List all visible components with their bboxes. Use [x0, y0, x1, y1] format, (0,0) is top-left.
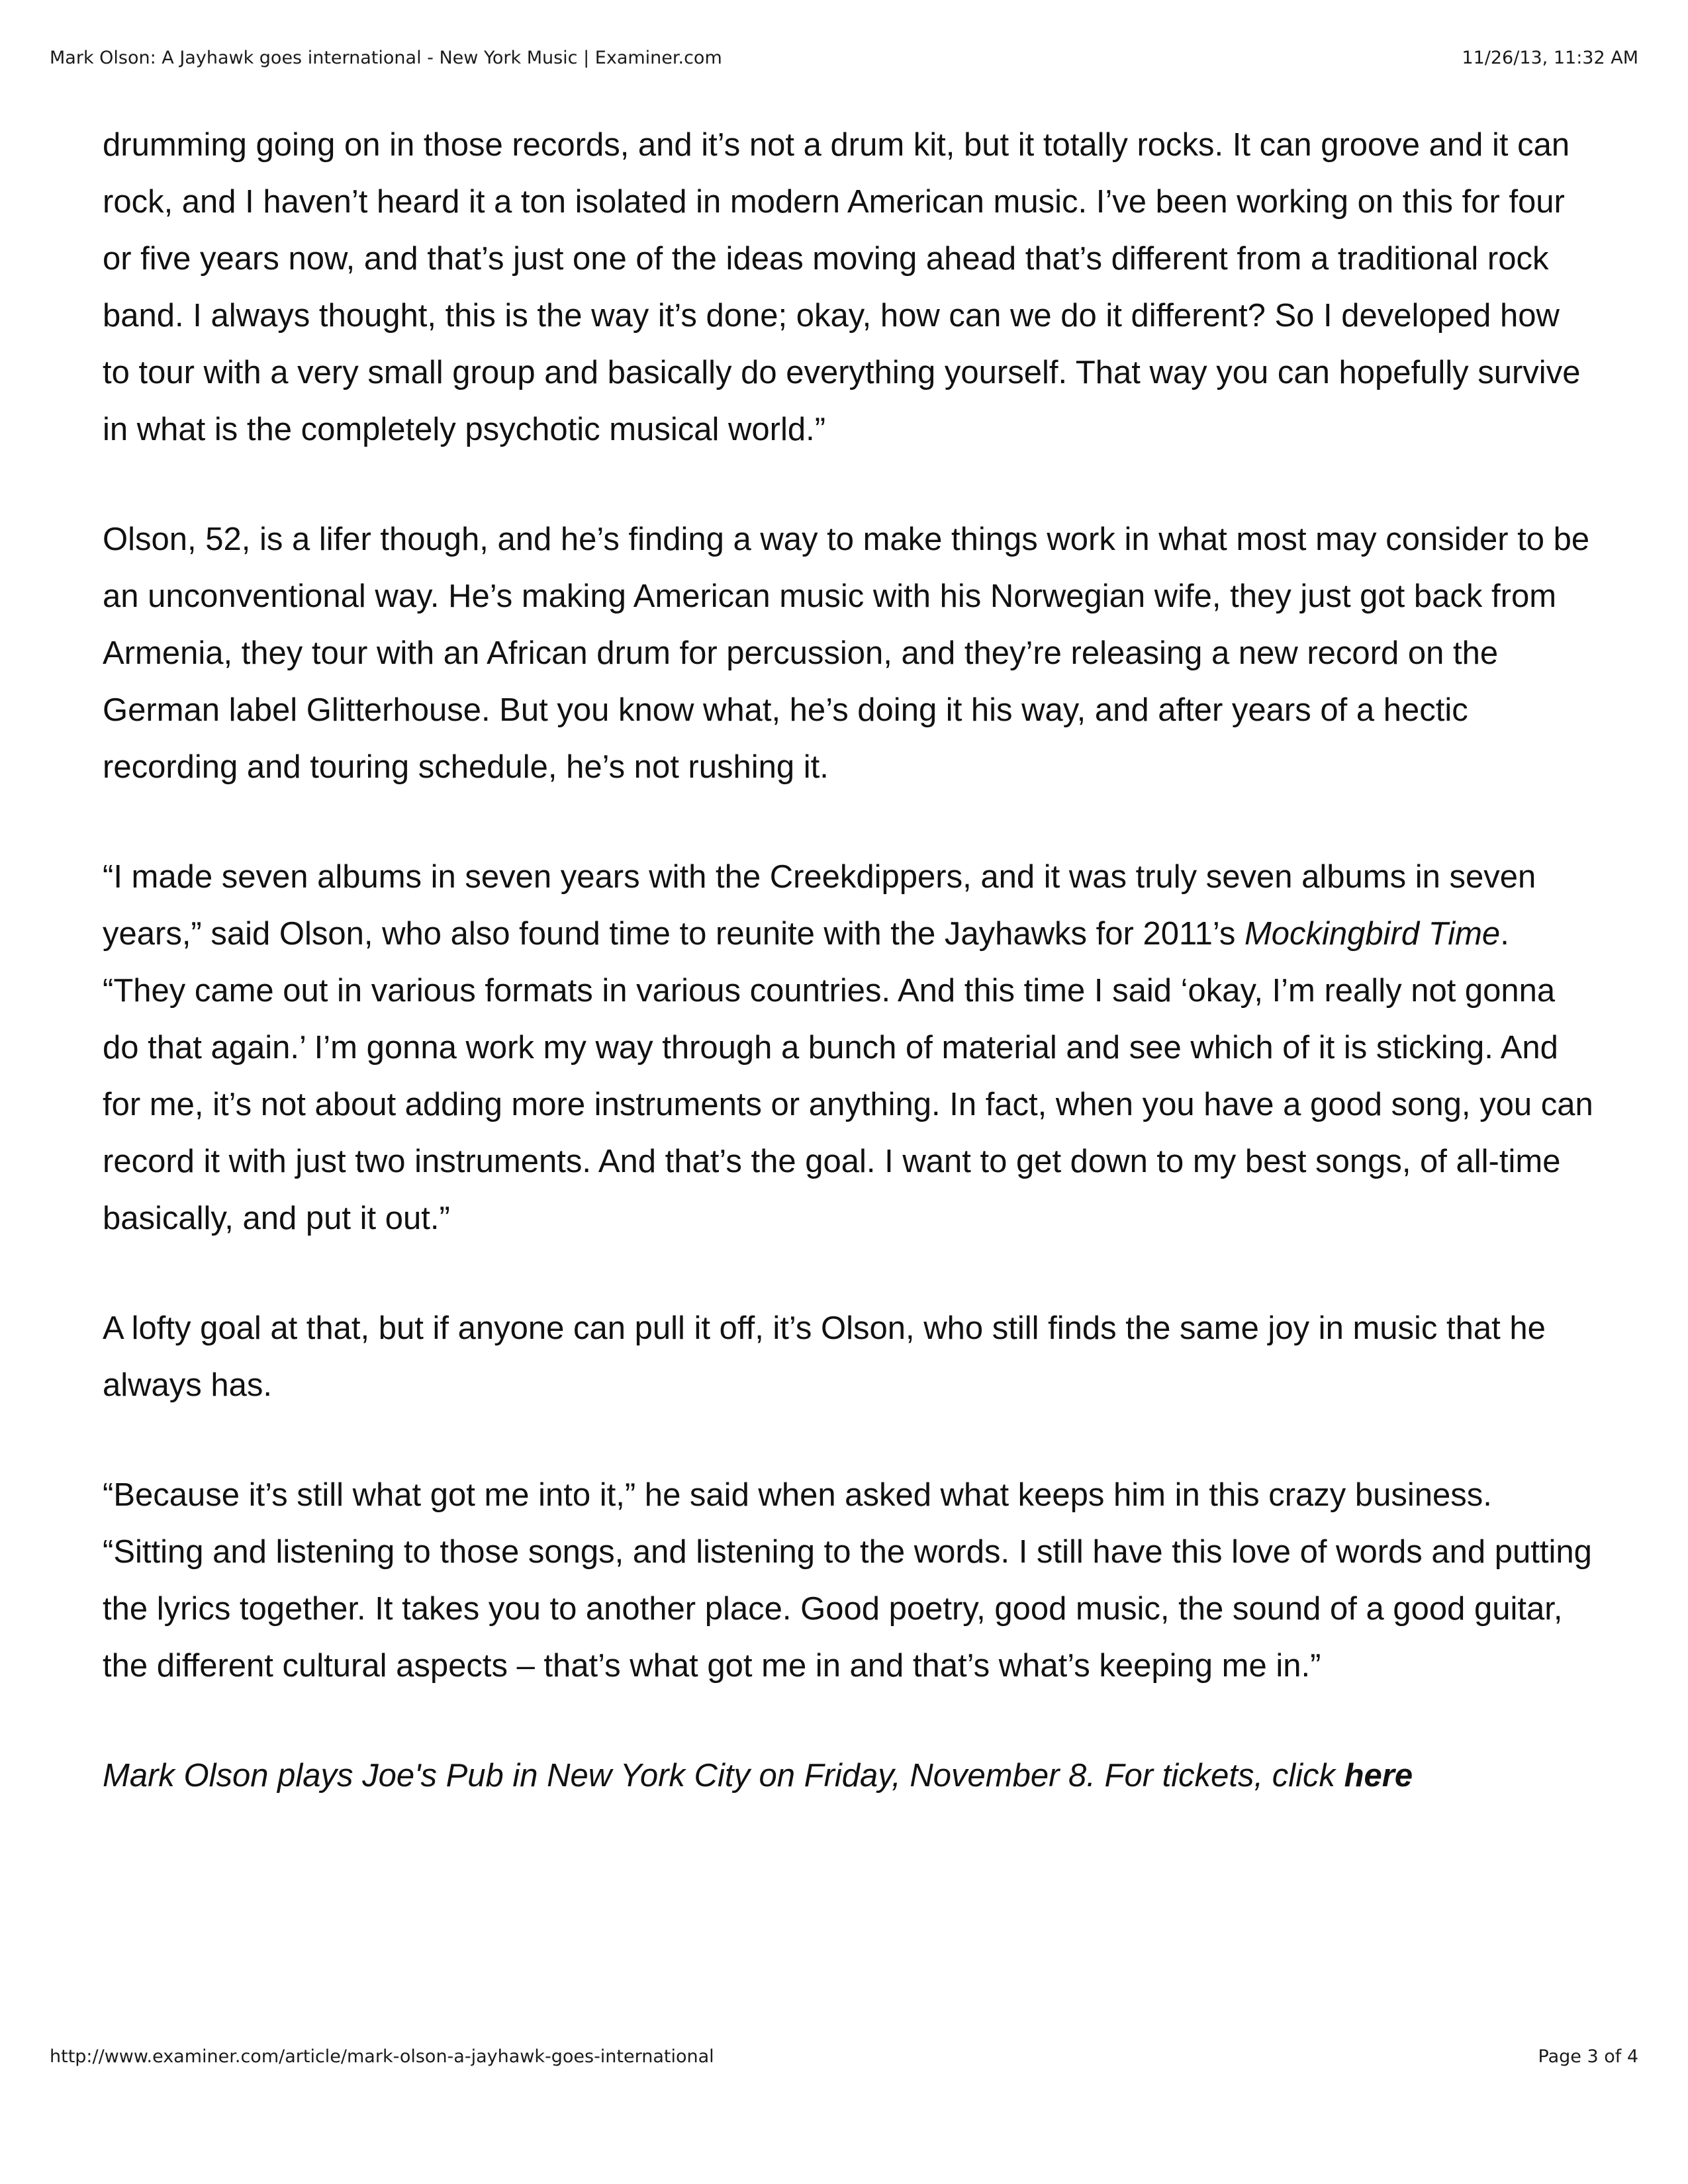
paragraph: A lofty goal at that, but if anyone can pull it off, it’s Olson, who still finds the same joy in music that he always has.	[103, 1310, 1546, 1403]
paragraph	[103, 848, 1595, 1247]
caption-text: Mark Olson plays Joe's Pub in New York City on Friday, November 8. For tickets, click	[103, 1758, 1344, 1794]
paragraph: Olson, 52, is a lifer though, and he’s finding a way to make things work in what most may consider to be an unconventional way. He’s making American music with his Norwegian wife, they just got back from Armenia, they tour with an African drum for percussion, and they’re releasing a new record on the German label Glitterhouse. But you know what, he’s doing it his way, and after years of a hectic recording and touring schedule, he’s not rushing it.	[103, 522, 1590, 785]
print-footer	[50, 2046, 1638, 2067]
page-url[interactable]: http://www.examiner.com/article/mark-olson-a-jayhawk-goes-international	[50, 2046, 714, 2067]
print-header	[50, 48, 1638, 68]
page-number: Page 3 of 4	[1538, 2046, 1638, 2067]
tickets-link[interactable]: here	[1344, 1758, 1413, 1794]
print-datetime: 11/26/13, 11:32 AM	[1462, 48, 1638, 68]
article-body	[103, 116, 1595, 1804]
paragraph-text: “I made seven albums in seven years with the Creekdippers, and it was truly seven albums in seven years,” said Olson, who also found time to reunite with the Jayhawks for 2011’s	[103, 859, 1536, 952]
paragraph-text: . “They came out in various formats in various countries. And this time I said ‘okay, I’m really not gonna do that again.’ I’m gonna work my way through a bunch of material and see which of it is sticking. And for me, it’s not about adding more instruments or anything. In fact, when you have a good song, you can record it with just two instruments. And that’s the goal. I want to get down to my best songs, of all-time basically, and put it out.”	[103, 916, 1593, 1236]
paragraph: drumming going on in those records, and it’s not a drum kit, but it totally rocks. It can groove and it can rock, and I haven’t heard it a ton isolated in modern American music. I’ve been working on this for four or five years now, and that’s just one of the ideas moving ahead that’s different from a traditional rock band. I always thought, this is the way it’s done; okay, how can we do it different? So I developed how to tour with a very small group and basically do everything yourself. That way you can hopefully survive in what is the completely psychotic musical world.”	[103, 127, 1581, 447]
ticket-caption	[103, 1747, 1595, 1804]
paragraph: “Because it’s still what got me into it,” he said when asked what keeps him in this crazy business. “Sitting and listening to those songs, and listening to the words. I still have this love of words and putting the lyrics together. It takes you to another place. Good poetry, good music, the sound of a good guitar, the different cultural aspects – that’s what got me in and that’s what’s keeping me in.”	[103, 1477, 1592, 1684]
page-title: Mark Olson: A Jayhawk goes international - New York Music | Examiner.com	[50, 48, 722, 68]
album-title: Mockingbird Time	[1244, 916, 1501, 952]
